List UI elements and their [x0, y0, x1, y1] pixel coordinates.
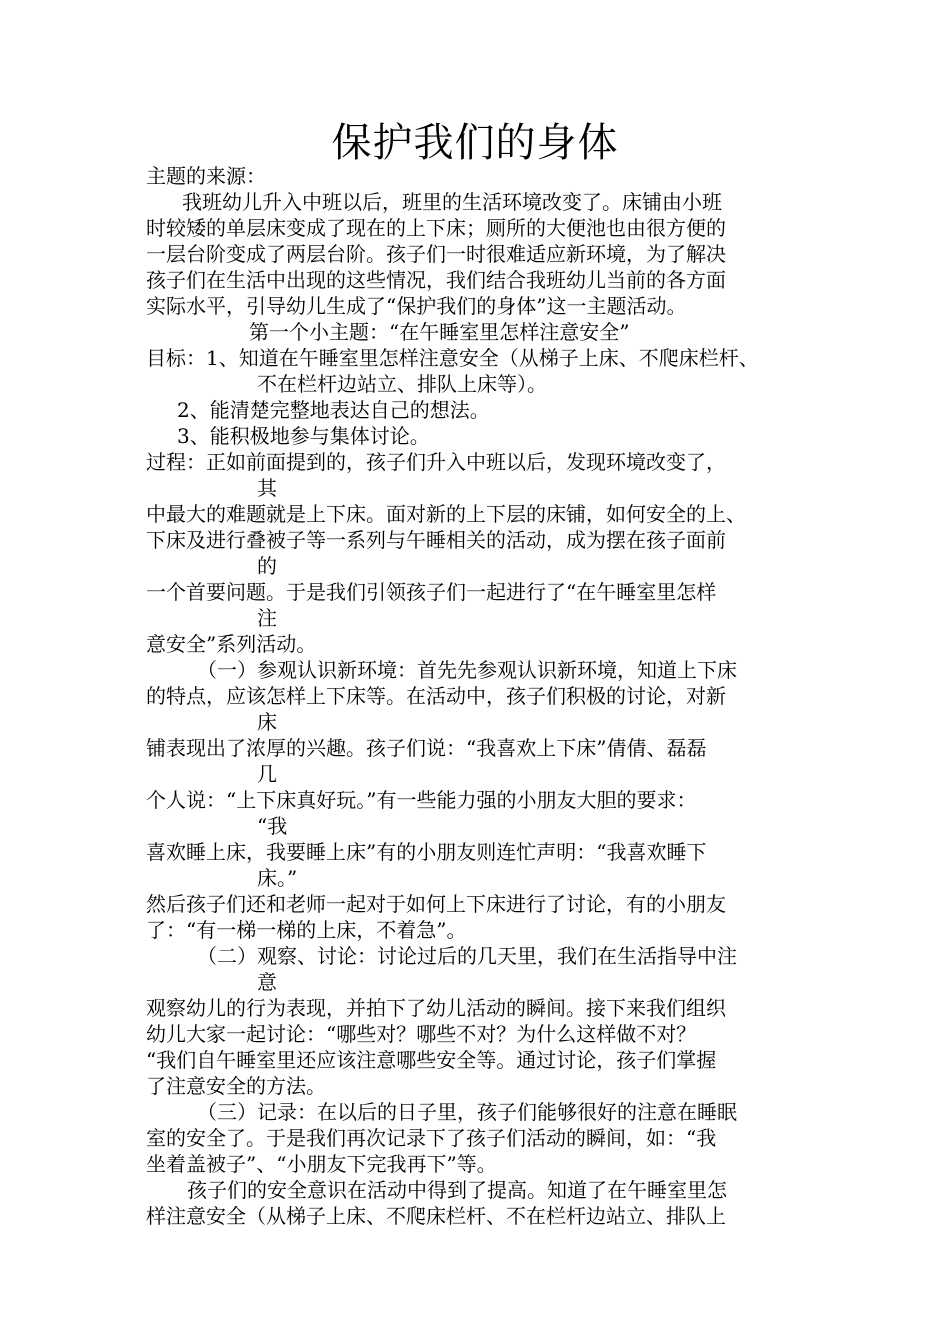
- paragraph-line: 我班幼儿升入中班以后，班里的生活环境改变了。床铺由小班: [182, 190, 722, 214]
- paragraph-line: 意安全”系列活动。: [146, 632, 317, 656]
- paragraph-line: 个人说：“上下床真好玩。”有一些能力强的小朋友大胆的要求：: [146, 788, 697, 812]
- paragraph-line: 过程：正如前面提到的，孩子们升入中班以后，发现环境改变了，: [146, 450, 726, 474]
- paragraph-line: 主题的来源：: [146, 164, 266, 188]
- paragraph-line: 意: [257, 970, 277, 994]
- paragraph-line: 的: [257, 554, 277, 578]
- paragraph-line: （一）参观认识新环境：首先先参观认识新环境，知道上下床: [197, 658, 737, 682]
- paragraph-line: 了：“有一梯一梯的上床，不着急”。: [146, 918, 467, 942]
- paragraph-line: 中最大的难题就是上下床。面对新的上下层的床铺，如何安全的上、: [146, 502, 746, 526]
- paragraph-line: 床。”: [257, 866, 298, 890]
- subtheme-heading: 第一个小主题：“在午睡室里怎样注意安全”: [249, 320, 630, 344]
- paragraph-line: 喜欢睡上床，我要睡上床”有的小朋友则连忙声明：“我喜欢睡下: [146, 840, 707, 864]
- paragraph-line: “我: [257, 814, 288, 838]
- paragraph-line: 几: [257, 762, 277, 786]
- paragraph-line: 3、能积极地参与集体讨论。: [177, 424, 430, 448]
- paragraph-line: 铺表现出了浓厚的兴趣。孩子们说：“我喜欢上下床”倩倩、磊磊: [146, 736, 707, 760]
- paragraph-line: 孩子们在生活中出现的这些情况，我们结合我班幼儿当前的各方面: [146, 268, 726, 292]
- paragraph-line: 其: [257, 476, 277, 500]
- paragraph-line: 室的安全了。于是我们再次记录下了孩子们活动的瞬间，如：“我: [146, 1126, 717, 1150]
- paragraph-line: 然后孩子们还和老师一起对于如何上下床进行了讨论，有的小朋友: [146, 892, 726, 916]
- paragraph-line: “我们自午睡室里还应该注意哪些安全等。通过讨论，孩子们掌握: [146, 1048, 717, 1072]
- paragraph-line: 时较矮的单层床变成了现在的上下床；厕所的大便池也由很方便的: [146, 216, 726, 240]
- paragraph-line: 了注意安全的方法。: [146, 1074, 326, 1098]
- paragraph-line: （二）观察、讨论：讨论过后的几天里，我们在生活指导中注: [197, 944, 737, 968]
- paragraph-line: 注: [257, 606, 277, 630]
- paragraph-line: 观察幼儿的行为表现，并拍下了幼儿活动的瞬间。接下来我们组织: [146, 996, 726, 1020]
- paragraph-line: 样注意安全（从梯子上床、不爬床栏杆、不在栏杆边站立、排队上: [146, 1204, 726, 1228]
- paragraph-line: 目标：1、知道在午睡室里怎样注意安全（从梯子上床、不爬床栏杆、: [146, 346, 759, 370]
- paragraph-line: 的特点，应该怎样上下床等。在活动中，孩子们积极的讨论，对新: [146, 684, 726, 708]
- paragraph-line: 孩子们的安全意识在活动中得到了提高。知道了在午睡室里怎: [187, 1178, 727, 1202]
- paragraph-line: 实际水平，引导幼儿生成了“保护我们的身体”这一主题活动。: [146, 294, 687, 318]
- paragraph-line: 下床及进行叠被子等一系列与午睡相关的活动，成为摆在孩子面前: [146, 528, 726, 552]
- paragraph-line: 不在栏杆边站立、排队上床等）。: [257, 372, 547, 396]
- paragraph-line: 幼儿大家一起讨论：“哪些对？哪些不对？为什么这样做不对？: [146, 1022, 697, 1046]
- paragraph-line: 一个首要问题。于是我们引领孩子们一起进行了“在午睡室里怎样: [146, 580, 717, 604]
- document-title: 保护我们的身体: [331, 120, 619, 166]
- paragraph-line: 一层台阶变成了两层台阶。孩子们一时很难适应新环境，为了解决: [146, 242, 726, 266]
- paragraph-line: 2、能清楚完整地表达自己的想法。: [177, 398, 490, 422]
- paragraph-line: 坐着盖被子”、“小朋友下完我再下”等。: [146, 1152, 497, 1176]
- paragraph-line: 床: [257, 710, 277, 734]
- paragraph-line: （三）记录：在以后的日子里，孩子们能够很好的注意在睡眠: [197, 1100, 737, 1124]
